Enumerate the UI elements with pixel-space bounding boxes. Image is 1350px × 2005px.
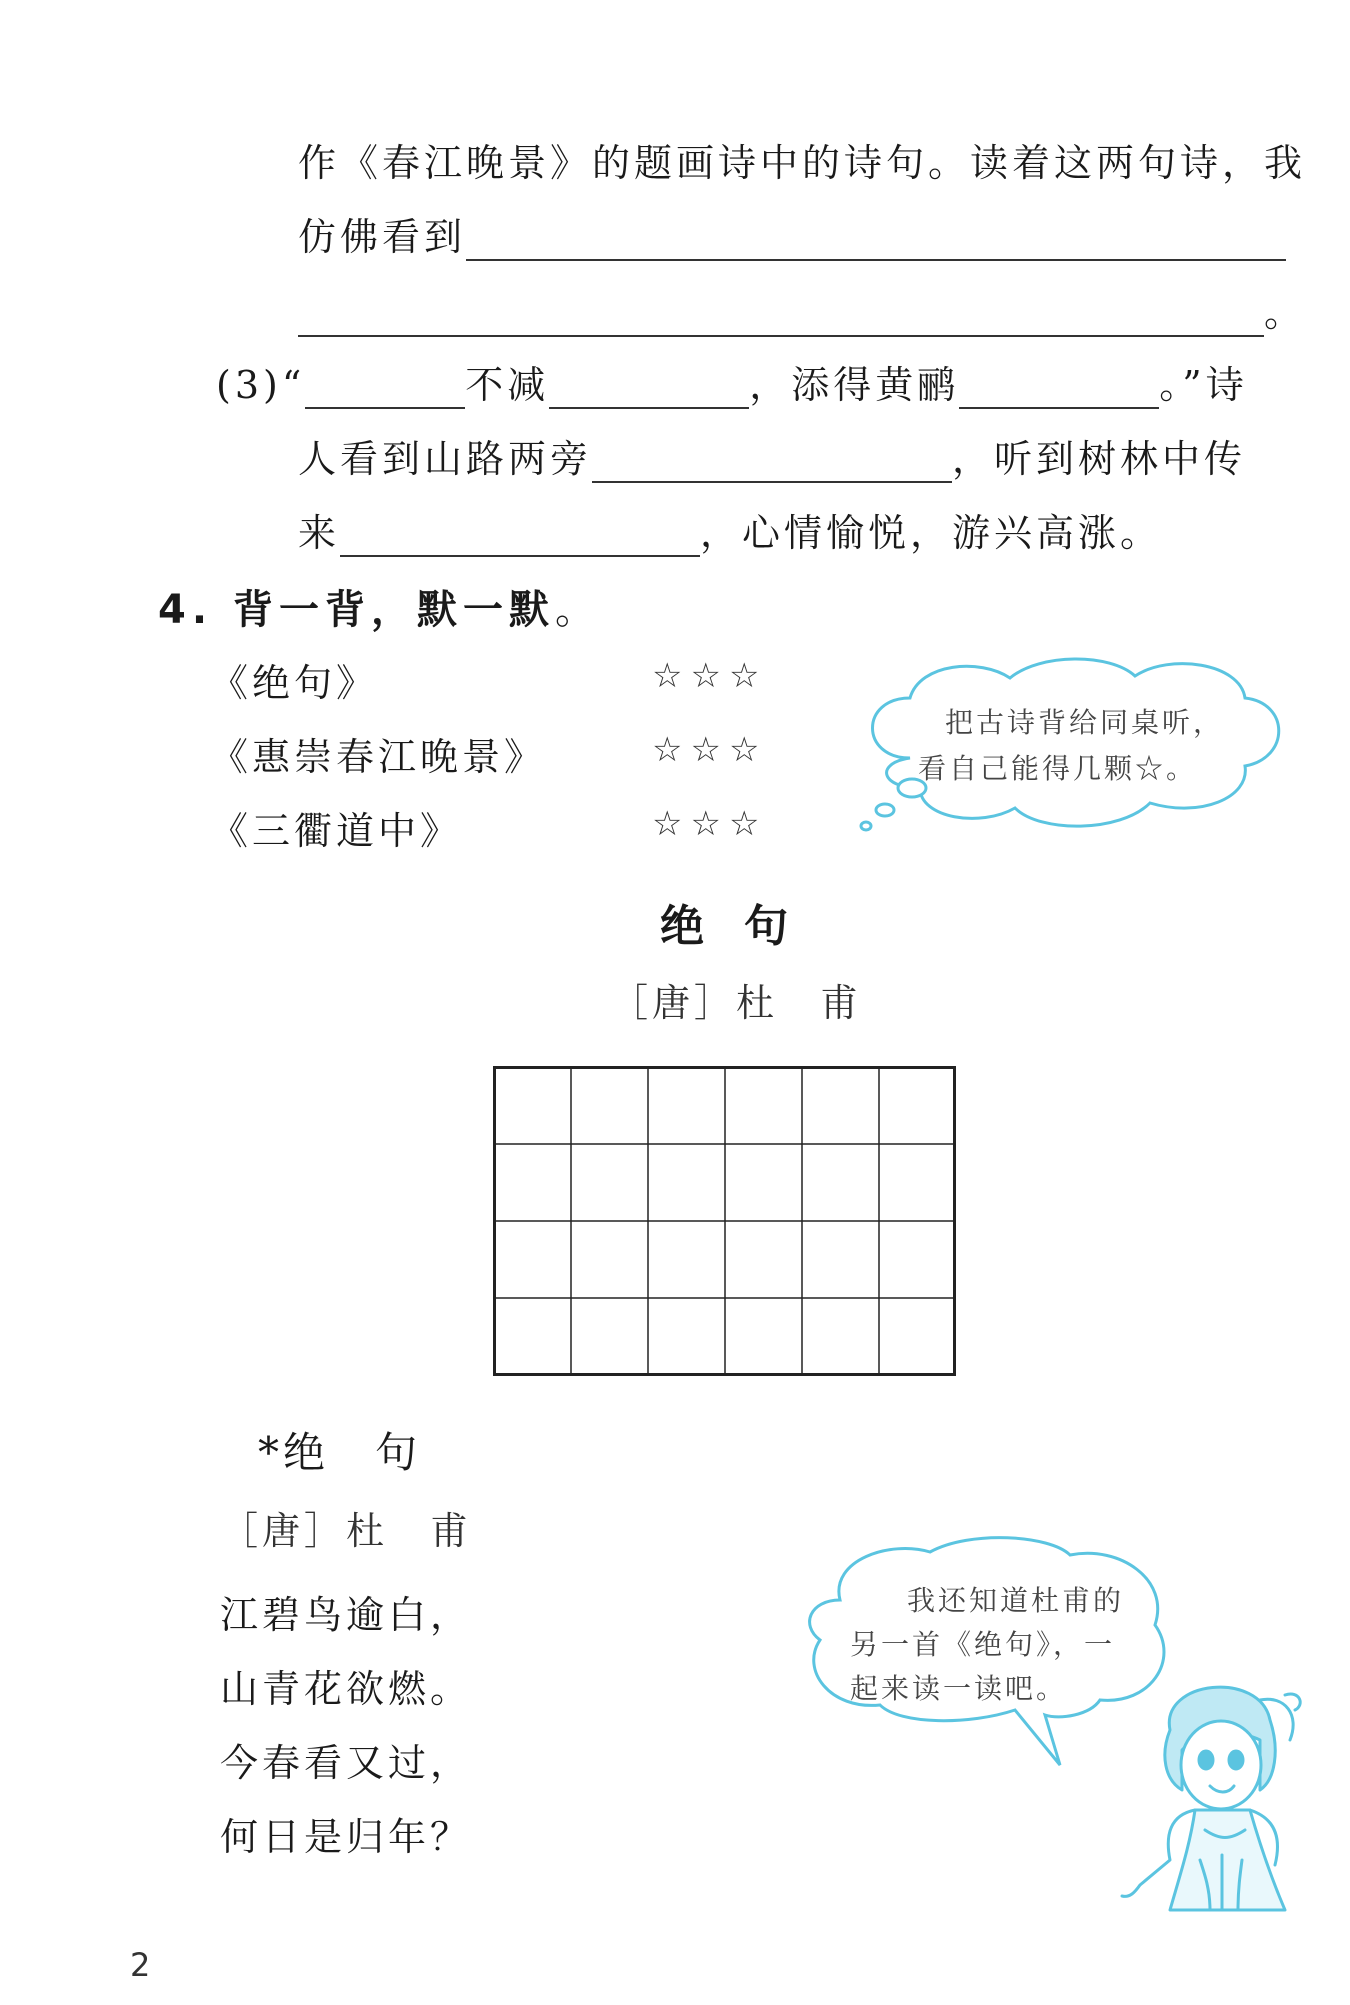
- q3-part3-text3: 。”诗: [1159, 363, 1248, 407]
- answer-blank[interactable]: [340, 521, 700, 557]
- q3-part3-line2-suffix: ，听到树林中传: [952, 437, 1247, 481]
- q3-intro-line3-end: 。: [1264, 291, 1307, 335]
- q3-intro-line1: 作《春江晚景》的题画诗中的诗句。读着这两句诗，我: [298, 141, 1307, 185]
- bubble-1-line1: 把古诗背给同桌听，: [945, 706, 1225, 739]
- answer-blank[interactable]: [959, 373, 1159, 409]
- answer-blank[interactable]: [466, 225, 1286, 261]
- q3-intro-line3: [298, 282, 1306, 337]
- bubble-1-text-2: [918, 746, 1197, 792]
- answer-blank[interactable]: [305, 373, 465, 409]
- extra-poem-line-3: 今春看又过，: [220, 1741, 473, 1785]
- q3-part3-label: (3): [216, 363, 282, 407]
- star-rating-3[interactable]: ☆☆☆: [652, 804, 768, 844]
- bubble-2-line1: 我还知道杜甫的: [907, 1584, 1125, 1617]
- bubble-2-line3: 起来读一读吧。: [850, 1672, 1068, 1705]
- poem-title-1: 《绝句》: [210, 661, 379, 705]
- q4-heading: [158, 578, 601, 635]
- answer-blank[interactable]: [592, 447, 952, 483]
- q3-part3-line3: [298, 502, 1162, 557]
- poem-title-3: 《三衢道中》: [210, 809, 463, 853]
- extra-poem-line-1: 江碧鸟逾白，: [220, 1593, 473, 1637]
- q4-heading-end: 。: [554, 587, 601, 633]
- q3-part3-text2: ，添得黄鹂: [749, 363, 960, 407]
- q3-part3-line3-prefix: 来: [298, 511, 341, 555]
- dictation-title: 绝句: [660, 901, 828, 952]
- answer-blank[interactable]: [549, 373, 749, 409]
- extra-poem-author: ［唐］杜 甫: [220, 1509, 473, 1553]
- q3-part3-text1: 不减: [465, 363, 550, 407]
- dictation-author: ［唐］杜 甫: [610, 981, 863, 1025]
- q3-intro-line2: [298, 206, 1286, 261]
- extra-poem-line-4: 何日是归年？: [220, 1815, 473, 1859]
- star-rating-2[interactable]: ☆☆☆: [652, 730, 768, 770]
- bubble-1-text: [945, 700, 1224, 746]
- poem-title-2: 《惠崇春江晚景》: [210, 735, 547, 779]
- q3-part3-line2-prefix: 人看到山路两旁: [298, 437, 593, 481]
- q3-part3-line1: [216, 354, 1248, 409]
- bubble-1-line2: 看自己能得几颗☆。: [918, 752, 1198, 785]
- q4-heading-text: 4. 背一背，默一默: [158, 587, 555, 633]
- open-quote: “: [281, 363, 306, 407]
- q3-part3-line2: [298, 428, 1246, 483]
- writing-grid[interactable]: [493, 1066, 956, 1376]
- bubble-2-line2: 另一首《绝句》，一: [850, 1628, 1116, 1661]
- girl-illustration: [1110, 1660, 1330, 1920]
- q3-part3-line3-suffix: ，心情愉悦，游兴高涨。: [700, 511, 1163, 555]
- q3-intro-line2-prefix: 仿佛看到: [298, 215, 467, 259]
- extra-poem-line-2: 山青花欲燃。: [220, 1667, 473, 1711]
- star-rating-1[interactable]: ☆☆☆: [652, 656, 768, 696]
- answer-blank[interactable]: [298, 301, 1264, 337]
- extra-poem-title: *绝 句: [258, 1428, 422, 1477]
- page-number: 2: [130, 1946, 151, 1984]
